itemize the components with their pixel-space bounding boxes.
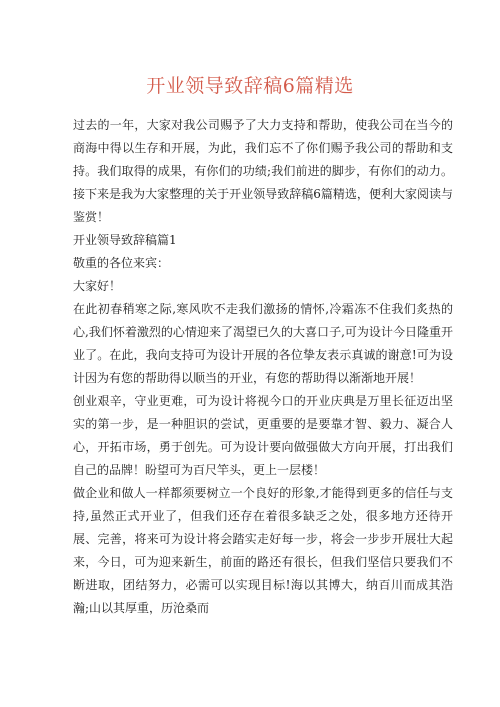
body-paragraph: 创业艰辛，守业更难，可为设计将视今口的开业庆典是万里长征迈出坚实的第一步，是一种胆识的尝试，更重要的是要靠才智、毅力、凝合人心，开拓市场，勇于创先。可为设计要向做强做大方向开展，打出我们自己的品牌！盼望可为百尺竿头，更上一层楼！ bbox=[73, 394, 453, 477]
greeting: 大家好！ bbox=[73, 279, 122, 293]
intro-paragraph: 过去的一年，大家对我公司赐予了大力支持和帮助，使我公司在当今的商海中得以生存和开展，为此，我们忘不了你们赐予我公司的帮助和支持。我们取得的成果，有你们的功绩;我们前进的脚步，有你们的动力。接下来是我为大家整理的关于开业领导致辞稿6篇精选，便利大家阅读与鉴赏！ bbox=[73, 118, 453, 224]
document-title: 开业领导致辞稿6篇精选 bbox=[146, 75, 354, 97]
body-paragraph: 在此初春稍寒之际,寒风吹不走我们激扬的情怀,冷霜冻不住我们炙热的心,我们怀着激烈的心情迎来了渴望已久的大喜口子,可为设计今日隆重开业了。在此，我向支持可为设计开展的各位挚友表示真诚的谢意!可为设计因为有您的帮助得以顺当的开业，有您的帮助得以渐渐地开展！ bbox=[73, 302, 453, 385]
section-heading: 开业领导致辞稿篇1 bbox=[73, 233, 177, 247]
document-body bbox=[73, 114, 453, 620]
body-paragraph: 做企业和做人一样都须要树立一个良好的形象,才能得到更多的信任与支持,虽然正式开业了，但我们还存在着很多缺乏之处，很多地方还待开展、完善，将来可为设计将会踏实走好每一步，将会一步步开展壮大起来，今日，可为迎来新生，前面的路还有很长，但我们坚信只要我们不断进取，团结努力，必需可以实现目标!海以其博大，纳百川而成其浩瀚;山以其厚重，历沧桑而 bbox=[73, 486, 453, 615]
salutation: 敬重的各位来宾： bbox=[73, 256, 170, 270]
